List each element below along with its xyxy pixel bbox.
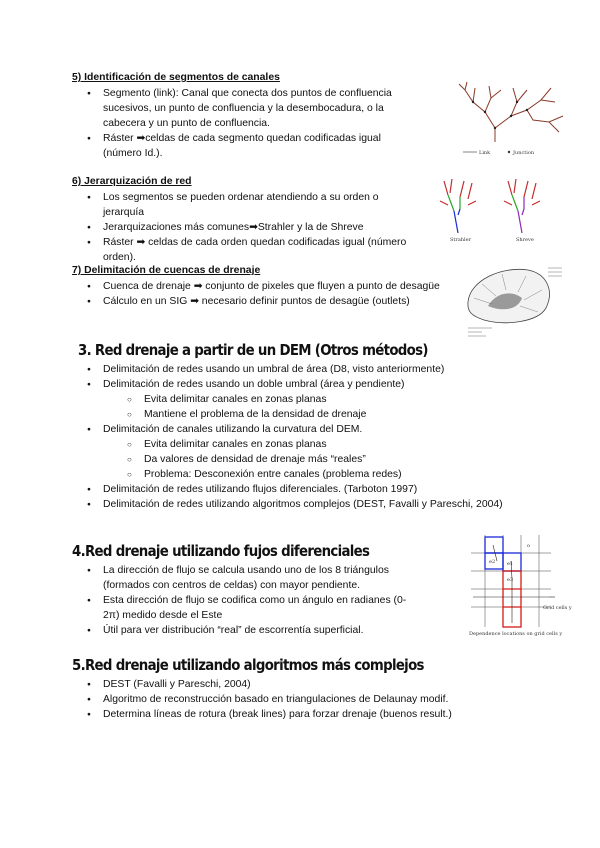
hierarchy-list <box>72 190 422 265</box>
list-item: ● Delimitación de redes utilizando flujos diferenciales. (Tarboton 1997) <box>72 482 532 497</box>
tree-caption-junction: Junction <box>513 150 535 156</box>
grid-side-label: Grid cells y <box>543 605 572 611</box>
stream-order-figure <box>436 175 566 245</box>
watershed-figure <box>462 262 567 342</box>
list-item: ● Delimitación de canales utilizando la curvatura del DEM. <box>72 422 532 437</box>
section-title-basins: 7) Delimitación de cuencas de drenaje <box>72 265 261 276</box>
basins-list <box>72 279 442 309</box>
section-title-segments: 5) Identificación de segmentos de canales <box>72 72 280 83</box>
grid-e1: e1 <box>507 561 514 567</box>
strahler-label: Strahler <box>450 237 471 243</box>
list-item: ● DEST (Favalli y Pareschi, 2004) <box>72 677 532 692</box>
channel-segments-figure <box>455 80 570 160</box>
shreve-label: Shreve <box>516 237 534 243</box>
grid-dot: o <box>527 543 531 549</box>
list-item: ● Ráster ➡ celdas de cada orden quedan codificadas igual (número orden). <box>72 235 422 265</box>
differential-flows-list <box>72 563 420 638</box>
sub-list-item: ○ Problema: Desconexión entre canales (problema redes) <box>72 467 532 482</box>
list-item: ● Algoritmo de reconstrucción basado en triangulaciones de Delaunay modif. <box>72 692 532 707</box>
grid-e2: e2 <box>489 559 496 565</box>
list-item: ● Jerarquizaciones más comunes➡Strahler y la de Shreve <box>72 220 422 235</box>
segments-list <box>72 86 422 161</box>
heading-differential-flows: 4.Red drenaje utilizando fujos diferenciales <box>72 542 370 560</box>
list-item: ● Cálculo en un SIG ➡ necesario definir puntos de desagüe (outlets) <box>72 294 442 309</box>
list-item: ● Segmento (link): Canal que conecta dos puntos de confluencia sucesivos, un punto de confluencia y la desembocadura, o la cabecera y un punto de confluencia. <box>72 86 422 131</box>
section-title-hierarchy: 6) Jerarquización de red <box>72 176 192 187</box>
sub-list-item: ○ Mantiene el problema de la densidad de drenaje <box>72 407 532 422</box>
complex-algorithms-list <box>72 677 532 722</box>
list-item: ● Ráster ➡celdas de cada segmento quedan codificadas igual (número Id.). <box>72 131 422 161</box>
tree-caption-link: Link <box>479 150 491 156</box>
list-item: ● Los segmentos se pueden ordenar atendiendo a su orden o jerarquía <box>72 190 422 220</box>
list-item: ● Esta dirección de flujo se codifica como un ángulo en radianes (0-2π) medido desde el Este <box>72 593 420 623</box>
list-item: ● Útil para ver distribución “real” de escorrentía superficial. <box>72 623 420 638</box>
flow-grid-figure <box>467 535 572 640</box>
grid-e3: e3 <box>507 577 514 583</box>
list-item: ● Determina líneas de rotura (break lines) para forzar drenaje (buenos result.) <box>72 707 532 722</box>
heading-complex-algorithms: 5.Red drenaje utilizando algoritmos más complejos <box>72 656 424 674</box>
list-item: ● Delimitación de redes utilizando algoritmos complejos (DEST, Favalli y Pareschi, 2004) <box>72 497 532 512</box>
grid-caption: Dependence locations on grid cells y <box>469 631 563 637</box>
list-item: ● Delimitación de redes usando un doble umbral (área y pendiente) <box>72 377 532 392</box>
sub-list-item: ○ Evita delimitar canales en zonas planas <box>72 437 532 452</box>
sub-list-item: ○ Evita delimitar canales en zonas planas <box>72 392 532 407</box>
heading-dem-methods: 3. Red drenaje a partir de un DEM (Otros métodos) <box>78 341 428 359</box>
list-item: ● Delimitación de redes usando un umbral de área (D8, visto anteriormente) <box>72 362 532 377</box>
dem-methods-list <box>72 362 532 512</box>
sub-list-item: ○ Da valores de densidad de drenaje más “reales” <box>72 452 532 467</box>
list-item: ● La dirección de flujo se calcula usando uno de los 8 triángulos (formados con centros de celdas) con mayor pendiente. <box>72 563 420 593</box>
list-item: ● Cuenca de drenaje ➡ conjunto de pixeles que fluyen a punto de desagüe <box>72 279 442 294</box>
